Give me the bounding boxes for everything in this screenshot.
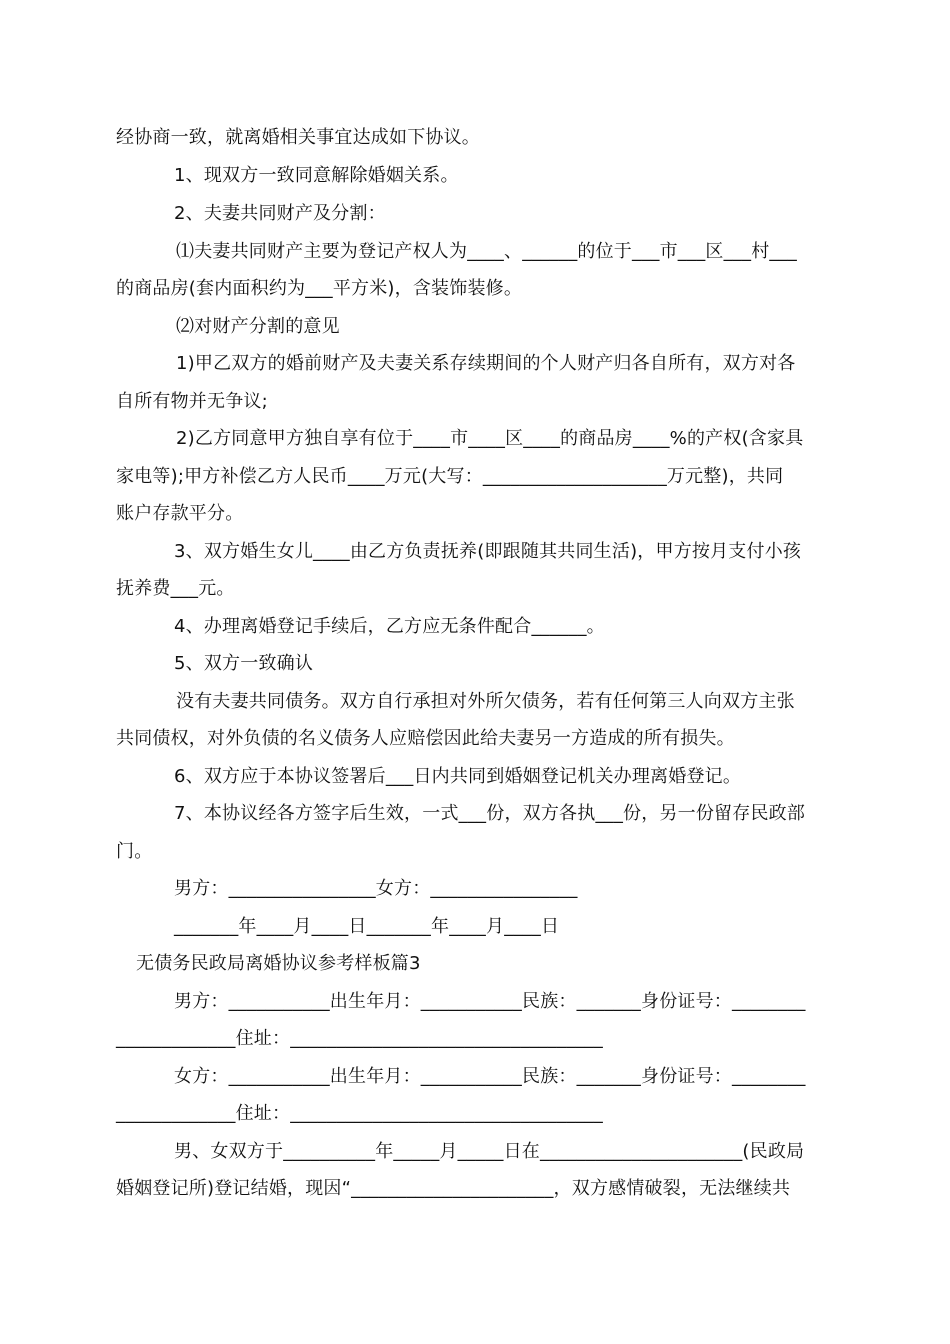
female-party-address-line: _____________住址：__________________________________ (116, 1103, 603, 1124)
clause-2-2-heading: ⑵对财产分割的意见 (176, 316, 340, 337)
male-party-address-line: _____________住址：__________________________________ (116, 1028, 603, 1049)
paragraph-line: 经协商一致，就离婚相关事宜达成如下协议。 (116, 127, 480, 148)
clause-4: 4、办理离婚登记手续后，乙方应无条件配合______。 (174, 616, 605, 637)
clause-7-line: 门。 (116, 841, 153, 862)
marriage-statement-line: 男、女双方于__________年_____月_____日在______________________(民政局 (174, 1141, 805, 1162)
female-party-info-line: 女方：___________出生年月：___________民族：_______身份证号：________ (174, 1066, 806, 1087)
clause-5-heading: 5、双方一致确认 (174, 653, 314, 674)
signature-line: 男方：________________女方：________________ (174, 878, 578, 899)
clause-2-2-2-line: 家电等);甲方补偿乙方人民币____万元(大写：____________________万元整)，共同 (116, 466, 784, 487)
clause-3-line: 3、双方婚生女儿____由乙方负责抚养(即跟随其共同生活)，甲方按月支付小孩 (174, 541, 802, 562)
clause-5-body-line: 没有夫妻共同债务。双方自行承担对外所欠债务，若有任何第三人向双方主张 (176, 691, 795, 712)
signature-date-line: _______年____月____日_______年____月____日 (174, 916, 560, 937)
clause-1: 1、现双方一致同意解除婚姻关系。 (174, 165, 459, 186)
clause-2-2-1-line: 1)甲乙双方的婚前财产及夫妻关系存续期间的个人财产归各自所有，双方对各 (176, 353, 796, 374)
clause-7-line: 7、本协议经各方签字后生效，一式___份，双方各执___份，另一份留存民政部 (174, 803, 806, 824)
male-party-info-line: 男方：___________出生年月：___________民族：_______身份证号：________ (174, 991, 806, 1012)
clause-2-heading: 2、夫妻共同财产及分割： (174, 203, 386, 224)
section-title: 无债务民政局离婚协议参考样板篇3 (136, 953, 421, 974)
marriage-statement-line: 婚姻登记所)登记结婚，现因“______________________，双方感情破裂，无法继续共 (116, 1178, 791, 1199)
clause-2-1-line: ⑴夫妻共同财产主要为登记产权人为____、______的位于___市___区___村___ (176, 241, 797, 262)
clause-2-2-2-line: 账户存款平分。 (116, 503, 244, 524)
clause-5-body-line: 共同债权，对外负债的名义债务人应赔偿因此给夫妻另一方造成的所有损失。 (116, 728, 735, 749)
clause-2-2-1-line: 自所有物并无争议; (116, 391, 268, 412)
clause-2-1-line: 的商品房(套内面积约为___平方米)，含装饰装修。 (116, 278, 523, 299)
clause-6: 6、双方应于本协议签署后___日内共同到婚姻登记机关办理离婚登记。 (174, 766, 742, 787)
clause-3-line: 抚养费___元。 (116, 578, 235, 599)
clause-2-2-2-line: 2)乙方同意甲方独自享有位于____市____区____的商品房____%的产权(含家具 (176, 428, 804, 449)
